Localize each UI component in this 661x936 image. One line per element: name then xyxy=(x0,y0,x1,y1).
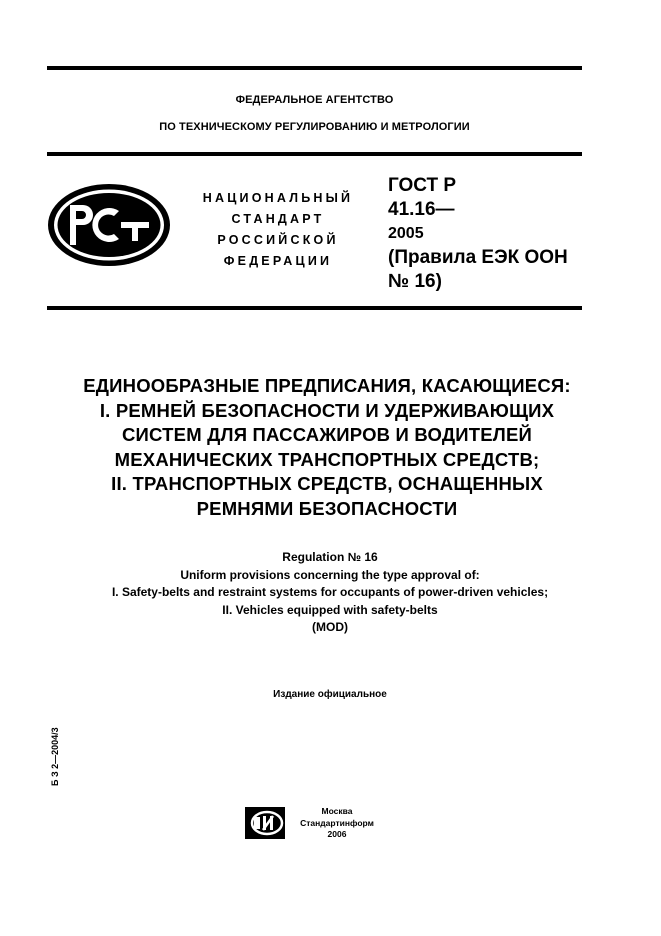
agency-name-line2: ПО ТЕХНИЧЕСКОМУ РЕГУЛИРОВАНИЮ И МЕТРОЛОГИИ xyxy=(159,121,470,133)
top-rule xyxy=(47,66,582,70)
gost-line-5: № 16) xyxy=(388,271,442,292)
national-standard-label xyxy=(188,188,368,272)
mid-rule xyxy=(47,306,582,310)
english-title xyxy=(47,549,613,637)
gost-line-2: 41.16— xyxy=(388,199,455,220)
title-line-6: РЕМНЯМИ БЕЗОПАСНОСТИ xyxy=(196,497,458,519)
national-line-2: СТАНДАРТ xyxy=(231,212,325,226)
side-code: Б З 2—2004/3 xyxy=(50,727,60,786)
title-line-2: I. РЕМНЕЙ БЕЗОПАСНОСТИ И УДЕРЖИВАЮЩИХ xyxy=(99,399,555,421)
gost-r-logo-icon xyxy=(47,183,171,267)
english-line-5: (MOD) xyxy=(312,620,348,634)
header-rule xyxy=(47,152,582,156)
agency-name-line1: ФЕДЕРАЛЬНОЕ АГЕНТСТВО xyxy=(235,94,394,106)
english-line-4: II. Vehicles equipped with safety-belts xyxy=(222,602,438,617)
english-line-3: I. Safety-belts and restraint systems for occupants of power-driven vehicles; xyxy=(111,585,549,599)
gost-line-4: (Правила ЕЭК ООН xyxy=(388,247,568,268)
national-line-3: РОССИЙСКОЙ xyxy=(217,233,339,247)
national-line-1: НАЦИОНАЛЬНЫЙ xyxy=(202,191,354,205)
publisher-info xyxy=(292,806,382,841)
english-line-2: Uniform provisions concerning the type approval of: xyxy=(180,567,480,582)
publisher-city: Москва xyxy=(321,806,353,816)
publisher-year: 2006 xyxy=(327,829,347,839)
title-line-5: II. ТРАНСПОРТНЫХ СРЕДСТВ, ОСНАЩЕННЫХ xyxy=(111,473,543,494)
national-line-4: ФЕДЕРАЦИИ xyxy=(223,254,333,268)
title-line-4: МЕХАНИЧЕСКИХ ТРАНСПОРТНЫХ СРЕДСТВ; xyxy=(114,448,540,470)
gost-line-1: ГОСТ Р xyxy=(388,175,457,196)
standartinform-logo-icon xyxy=(245,807,285,839)
publisher-name: Стандартинформ xyxy=(300,817,374,828)
gost-designation xyxy=(388,174,582,294)
gost-line-3: 2005 xyxy=(388,225,424,242)
title-line-3: СИСТЕМ ДЛЯ ПАССАЖИРОВ И ВОДИТЕЛЕЙ xyxy=(122,424,532,445)
title-line-1: ЕДИНООБРАЗНЫЕ ПРЕДПИСАНИЯ, КАСАЮЩИЕСЯ: xyxy=(83,375,571,396)
english-line-1: Regulation № 16 xyxy=(282,550,378,564)
edition-label: Издание официальное xyxy=(273,689,387,700)
document-title xyxy=(47,374,607,521)
